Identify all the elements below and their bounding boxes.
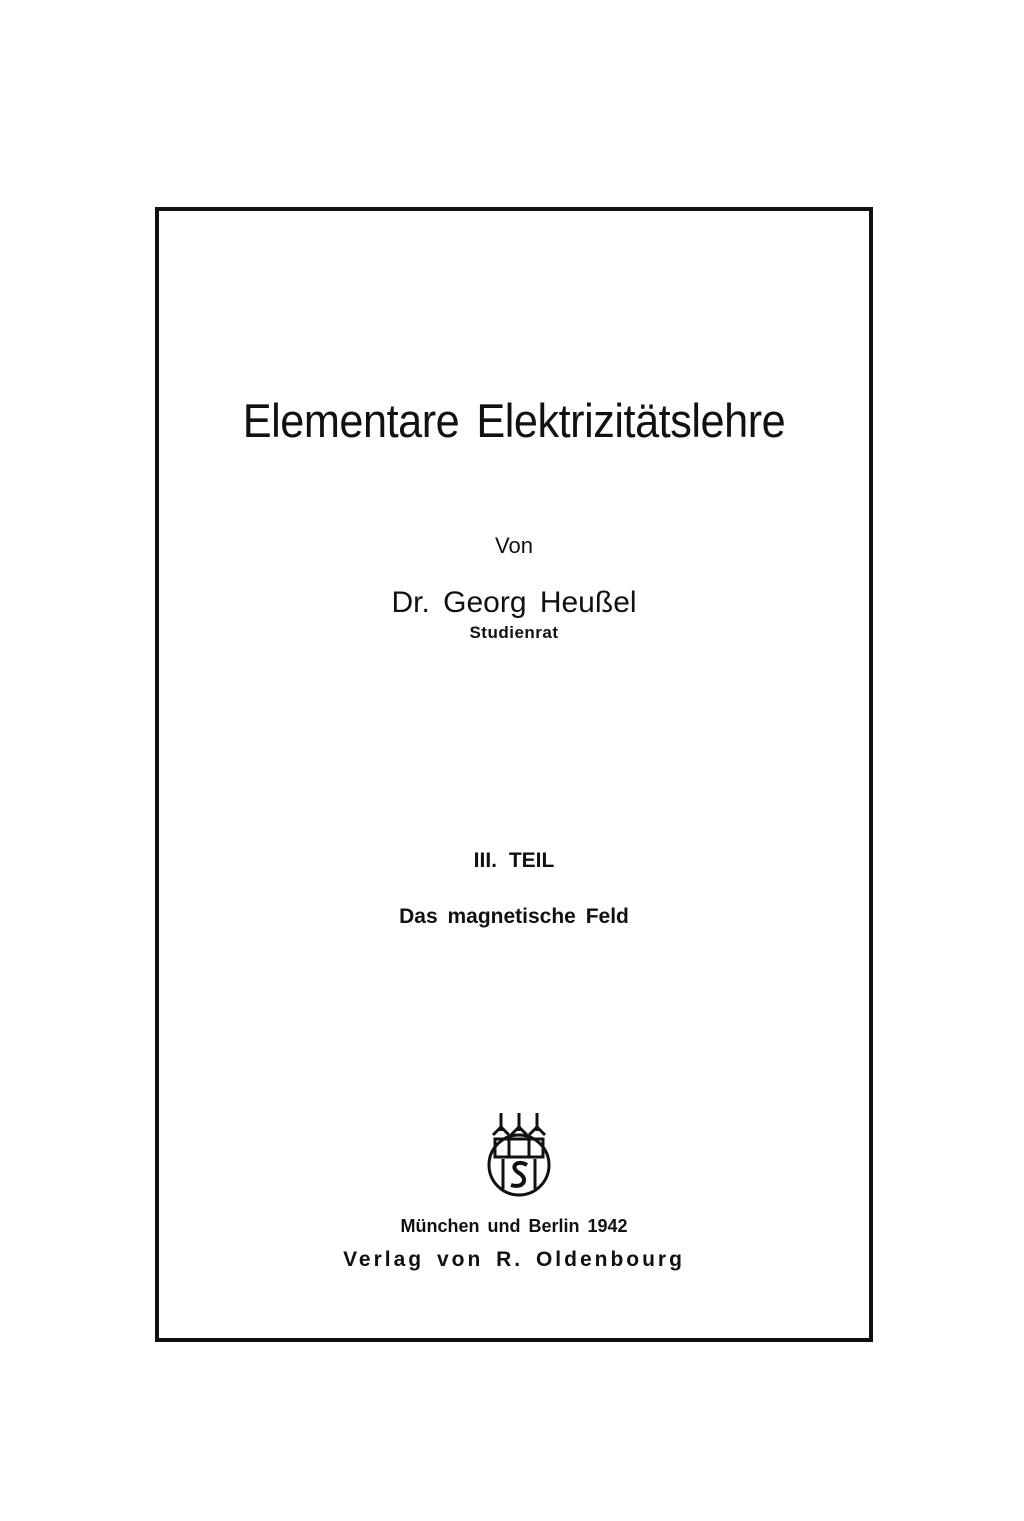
imprint-place-year: München und Berlin 1942	[400, 1216, 628, 1236]
publisher-emblem-icon	[479, 1109, 559, 1204]
title-page-frame	[155, 207, 873, 1342]
imprint-publisher: Verlag von R. Oldenbourg	[343, 1248, 685, 1271]
part-number: III. TEIL	[473, 849, 555, 872]
author-role: Studienrat	[469, 623, 559, 642]
book-title: Elementare Elektrizitätslehre	[242, 394, 786, 447]
part-subtitle: Das magnetische Feld	[399, 905, 629, 928]
author-name: Dr. Georg Heußel	[391, 586, 637, 619]
by-label: Von	[495, 533, 533, 558]
